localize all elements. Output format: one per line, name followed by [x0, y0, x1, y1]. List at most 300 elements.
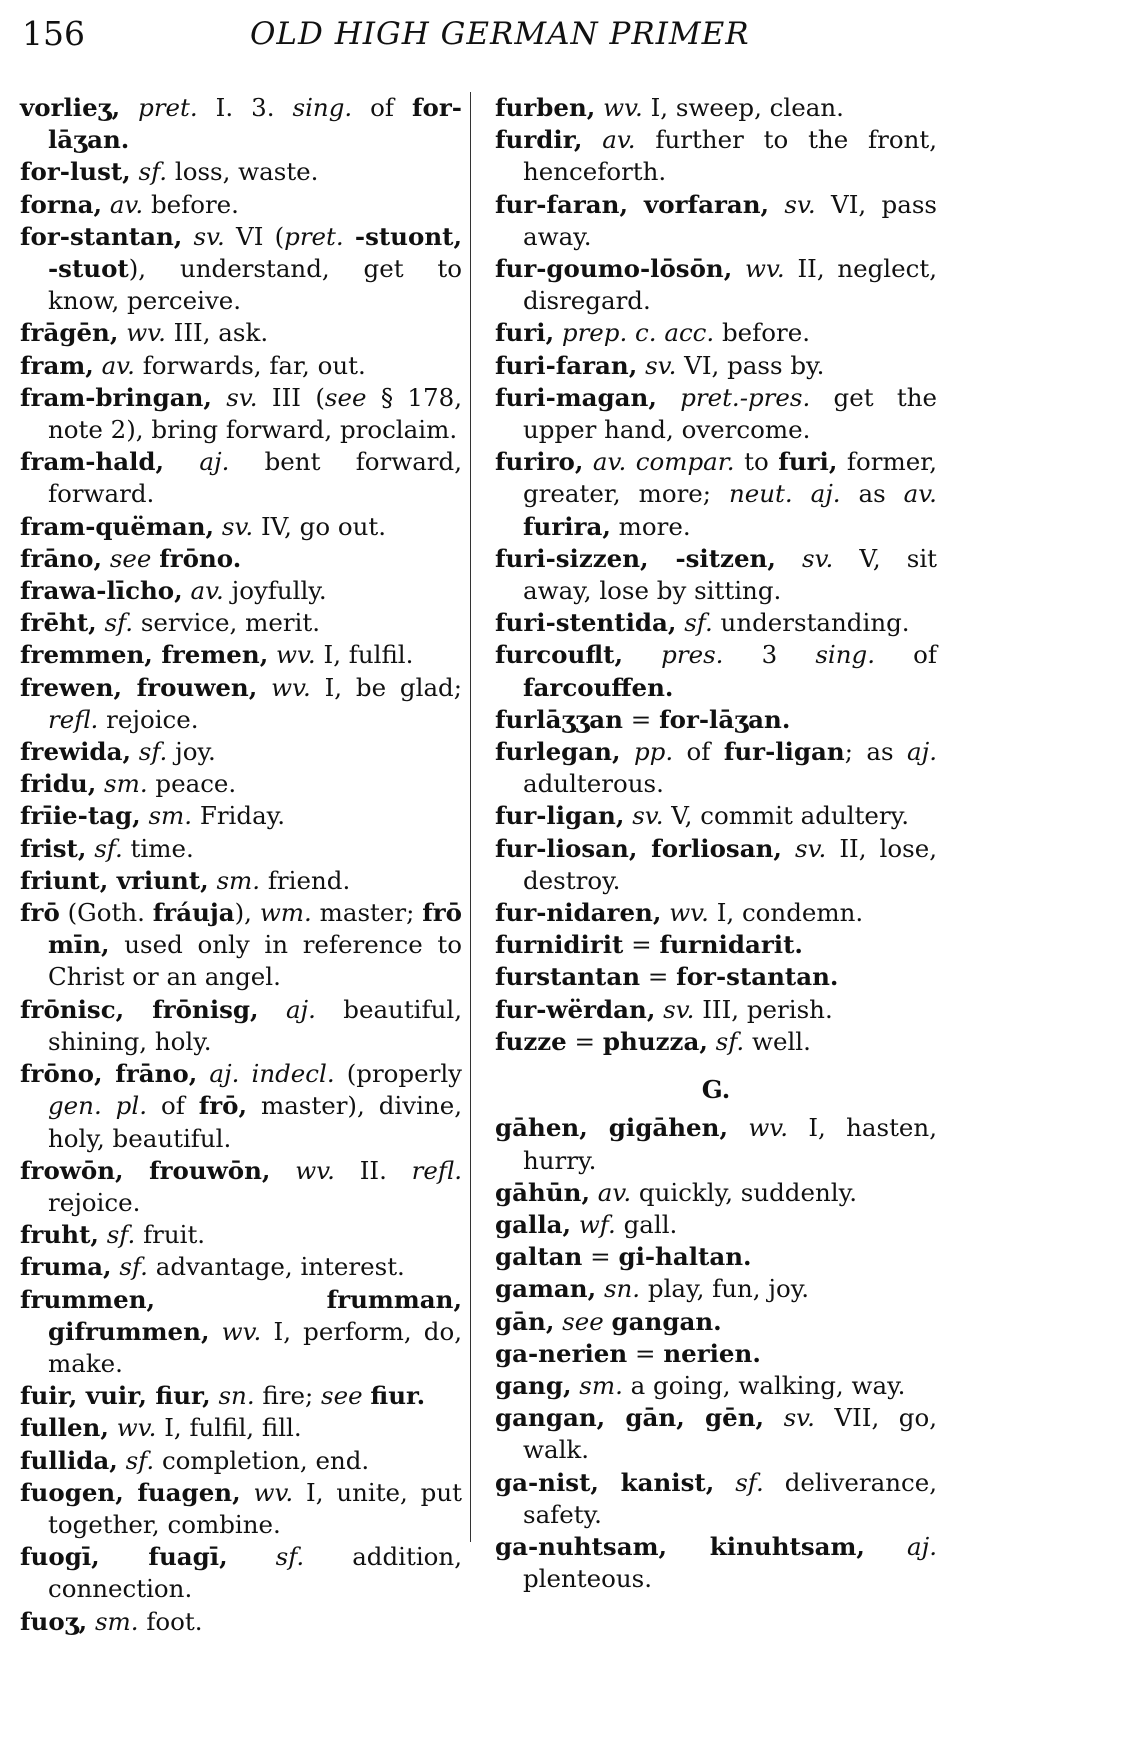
headword: ga-nuhtsam, kinuhtsam,	[495, 1531, 865, 1561]
definition-text: (Goth.	[59, 898, 153, 928]
headword: for-lust,	[20, 157, 131, 187]
grammar-label: wv.	[221, 1316, 262, 1346]
dictionary-entry	[20, 1251, 462, 1283]
headword: fur-faran, vorfaran,	[495, 189, 770, 219]
dictionary-entry	[495, 800, 937, 832]
definition-text: 3	[723, 640, 816, 670]
dictionary-entry	[495, 189, 937, 253]
grammar-label: aj.	[906, 1531, 937, 1561]
grammar-label: pret.	[138, 93, 198, 122]
grammar-label: wv.	[669, 898, 709, 928]
grammar-label: sv.	[221, 511, 254, 541]
headword: gāhūn,	[495, 1177, 590, 1207]
grammar-label: wv.	[603, 93, 643, 122]
definition-text: as	[840, 479, 904, 509]
dictionary-entry	[495, 1241, 937, 1273]
dictionary-entry	[20, 672, 462, 736]
dictionary-entry	[20, 833, 462, 865]
dictionary-entry	[495, 1467, 937, 1531]
definition-text: =	[623, 930, 660, 960]
definition-text: addition, connection.	[48, 1542, 462, 1604]
grammar-label: wv.	[126, 318, 166, 348]
headword: fur-liosan, forliosan,	[495, 833, 782, 863]
grammar-label: sf.	[104, 608, 134, 638]
definition-text: =	[627, 1338, 664, 1368]
definition-text: =	[582, 1242, 619, 1272]
grammar-label: wv.	[253, 1477, 294, 1507]
dictionary-entry	[495, 897, 937, 929]
definition-text: I, condemn.	[708, 898, 864, 928]
cross-reference: frō,	[198, 1091, 248, 1121]
headword: frō	[20, 898, 60, 928]
definition-text	[604, 1307, 612, 1336]
definition-text: V, sit away, lose by sitting.	[523, 543, 937, 606]
definition-text: forwards, far, out.	[134, 350, 366, 380]
headword: gān,	[495, 1306, 555, 1336]
definition-text: VI, pass by.	[676, 350, 825, 380]
headword: gāhen, gigāhen,	[495, 1113, 728, 1143]
headword: furi-sizzen, -sitzen,	[495, 543, 776, 573]
definition-text: beautiful, shining, holy.	[48, 994, 462, 1056]
cross-reference: fur-ligan	[723, 737, 845, 767]
definition-text: =	[640, 962, 677, 992]
dictionary-entry	[495, 833, 937, 897]
grammar-label: sf.	[138, 737, 168, 767]
grammar-label: pret.-pres.	[680, 382, 811, 412]
headword: furdir,	[495, 125, 583, 155]
definition-text: before.	[143, 189, 239, 219]
definition-text: master;	[311, 898, 423, 928]
grammar-label: sm.	[104, 769, 148, 799]
definition-text: ; as	[844, 737, 907, 767]
grammar-label: sf.	[125, 1445, 155, 1475]
grammar-label: wf.	[578, 1209, 616, 1239]
dictionary-entry	[495, 124, 937, 188]
grammar-label: av.	[101, 350, 135, 380]
definition-text: rejoice.	[48, 1187, 141, 1217]
dictionary-entry	[20, 156, 462, 188]
headword: fuzze	[495, 1026, 567, 1056]
headword: fram-hald,	[20, 447, 165, 477]
dictionary-entry	[20, 1477, 462, 1541]
grammar-label: sn.	[218, 1381, 255, 1411]
cross-reference: furira,	[523, 511, 611, 541]
grammar-label: sm.	[94, 1606, 139, 1636]
definition-text: (properly	[334, 1059, 463, 1089]
dictionary-entry	[495, 1370, 937, 1402]
definition-text: VI (	[224, 221, 285, 251]
definition-text: of	[875, 640, 937, 670]
dictionary-entry	[20, 1445, 462, 1477]
definition-text	[344, 222, 355, 251]
left-column	[20, 92, 462, 1638]
dictionary-entry	[495, 736, 937, 800]
definition-text: used only in reference to Christ or an angel.	[48, 930, 462, 992]
grammar-label: sv.	[783, 1403, 815, 1433]
column-divider	[470, 92, 471, 1542]
dictionary-entry	[495, 1026, 937, 1058]
headword: frewida,	[20, 737, 131, 767]
headword: furlāʒʒan	[495, 704, 623, 734]
definition-text: I, perform, do, make.	[48, 1316, 462, 1378]
dictionary-entry	[20, 1219, 462, 1251]
definition-text: quickly, suddenly.	[631, 1177, 857, 1207]
dictionary-entry	[20, 221, 462, 318]
definition-text: service, merit.	[133, 608, 321, 638]
definition-text: of	[147, 1091, 199, 1121]
headword: frīie-tag,	[20, 801, 141, 831]
definition-text: time.	[122, 833, 194, 863]
headword: frummen, frumman, gifrummen,	[20, 1284, 462, 1346]
definition-text: before.	[714, 318, 810, 348]
dictionary-entry	[20, 189, 462, 221]
cross-reference: frōno.	[159, 543, 242, 573]
definition-text: § 178, note 2), bring forward, proclaim.	[48, 382, 462, 445]
definition-text: Friday.	[192, 801, 286, 831]
dictionary-entry	[495, 994, 937, 1026]
definition-text: deliverance, safety.	[523, 1467, 937, 1529]
headword: fruht,	[20, 1220, 99, 1250]
grammar-label: sv.	[802, 543, 834, 573]
grammar-label: sf.	[94, 833, 123, 863]
definition-text: I. 3.	[197, 93, 293, 122]
headword: fuogen, fuagen,	[20, 1477, 241, 1507]
definition-text: adulterous.	[523, 769, 664, 799]
grammar-label: av.	[903, 479, 937, 509]
headword: frāno,	[20, 543, 103, 573]
cross-reference: for-lāʒan.	[48, 93, 462, 155]
definition-text: foot.	[138, 1606, 203, 1636]
definition-text: fruit.	[135, 1220, 206, 1250]
grammar-label: sf.	[119, 1252, 148, 1282]
headword: fuogī, fuagī,	[20, 1542, 228, 1572]
definition-text: understanding.	[712, 608, 910, 638]
definition-text: joy.	[167, 737, 216, 767]
grammar-label: sv.	[795, 833, 827, 863]
definition-text: VII, go, walk.	[523, 1403, 937, 1465]
headword: fram,	[20, 350, 94, 380]
grammar-label: sf.	[735, 1467, 764, 1497]
definition-text: further to the front, henceforth.	[523, 125, 937, 187]
dictionary-entry	[495, 446, 937, 543]
grammar-label: pret.	[284, 221, 344, 251]
cross-reference: frō mīn,	[48, 898, 462, 960]
definition-text: to	[734, 447, 779, 477]
grammar-label: see	[562, 1306, 604, 1336]
headword: furben,	[495, 93, 596, 122]
grammar-label: sv.	[226, 382, 258, 412]
headword: forna,	[20, 189, 103, 219]
grammar-label: see	[324, 382, 367, 412]
headword: friunt, vriunt,	[20, 865, 209, 895]
definition-text: fire;	[254, 1381, 321, 1411]
headword: frawa-līcho,	[20, 576, 183, 606]
headword: galla,	[495, 1209, 572, 1239]
definition-text: I, fulfil, fill.	[156, 1413, 302, 1443]
definition-text: I, fulfil.	[315, 640, 414, 670]
dictionary-entry	[495, 1112, 937, 1176]
dictionary-entry	[20, 736, 462, 768]
grammar-label: sf.	[275, 1542, 305, 1572]
dictionary-entry	[495, 704, 937, 736]
dictionary-entry	[20, 350, 462, 382]
definition-text: plenteous.	[523, 1564, 653, 1594]
definition-text: bent forward, forward.	[48, 447, 462, 509]
headword: vorlieʒ,	[20, 93, 121, 122]
dictionary-entry	[20, 511, 462, 543]
dictionary-entry	[495, 639, 937, 703]
right-column	[495, 92, 937, 1595]
grammar-label: sm.	[216, 865, 261, 895]
dictionary-entry	[20, 897, 462, 994]
cross-reference: for-stantan.	[676, 962, 839, 992]
cross-reference: farcouffen.	[523, 672, 674, 702]
grammar-label: sv.	[663, 994, 695, 1024]
definition-text: I, unite, put together, combine.	[48, 1477, 462, 1539]
headword: furstantan	[495, 962, 641, 992]
definition-text: of	[352, 93, 413, 122]
definition-text: former, greater, more;	[523, 447, 938, 509]
dictionary-entry	[495, 1209, 937, 1241]
grammar-label: wv.	[116, 1413, 157, 1443]
definition-text: play, fun, joy.	[640, 1274, 810, 1304]
headword: fremmen, fremen,	[20, 640, 269, 670]
definition-text: I, be glad;	[310, 672, 462, 702]
grammar-label: wv.	[276, 640, 316, 670]
page-number: 156	[22, 14, 85, 53]
headword: furi-faran,	[495, 350, 638, 380]
headword: frist,	[20, 833, 87, 863]
dictionary-entry	[20, 575, 462, 607]
dictionary-entry	[495, 350, 937, 382]
definition-text: I, sweep, clean.	[642, 93, 844, 122]
grammar-label: av.	[190, 576, 224, 606]
grammar-label: av.	[109, 189, 144, 219]
headword: fuir, vuir, fiur,	[20, 1381, 211, 1411]
headword: fur-nidaren,	[495, 898, 662, 928]
definition-text: IV, go out.	[253, 511, 387, 541]
headword: frēht,	[20, 608, 97, 638]
definition-text: a going, walking, way.	[622, 1370, 906, 1400]
dictionary-entry	[20, 800, 462, 832]
headword: ga-nerien	[495, 1338, 628, 1368]
grammar-label: refl.	[411, 1155, 462, 1185]
dictionary-entry	[20, 1541, 462, 1605]
definition-text: =	[566, 1026, 603, 1056]
definition-text: joyfully.	[223, 576, 327, 606]
definition-text: II.	[334, 1155, 412, 1185]
headword: furi,	[495, 318, 555, 348]
definition-text: completion, end.	[154, 1445, 370, 1475]
definition-text: II, neglect, disregard.	[523, 254, 938, 316]
cross-reference: nerien.	[663, 1338, 761, 1368]
definition-text: III, perish.	[694, 994, 833, 1024]
grammar-label: gen. pl.	[48, 1091, 147, 1121]
headword: furi-magan,	[495, 382, 657, 412]
grammar-label: sing.	[292, 93, 353, 122]
definition-text: III (	[257, 382, 325, 412]
headword: fridu,	[20, 769, 97, 799]
dictionary-entry	[20, 1412, 462, 1444]
dictionary-entry	[495, 1338, 937, 1370]
grammar-label: sn.	[603, 1274, 641, 1304]
grammar-label: wv.	[271, 672, 311, 702]
definition-text: ), understand, get to know, perceive.	[48, 254, 462, 316]
headword: gang,	[495, 1370, 572, 1400]
grammar-label: sing.	[815, 640, 876, 670]
grammar-label: sf.	[707, 1026, 745, 1056]
grammar-label: av. compar.	[592, 447, 735, 477]
dictionary-entry	[495, 1177, 937, 1209]
headword: fur-wërdan,	[495, 994, 656, 1024]
definition-text: more.	[610, 511, 691, 541]
grammar-label: aj. indecl.	[209, 1059, 335, 1089]
definition-text: peace.	[147, 769, 237, 799]
dictionary-entry	[495, 1531, 937, 1595]
cross-reference: furi,	[778, 447, 838, 477]
dictionary-entry	[495, 317, 937, 349]
grammar-label: aj.	[199, 447, 230, 477]
dictionary-entry	[20, 1058, 462, 1155]
cross-reference: gangan.	[611, 1306, 722, 1336]
page-header	[22, 14, 802, 54]
definition-text: well.	[744, 1026, 811, 1056]
headword: fur-ligan,	[495, 801, 625, 831]
grammar-label: sv.	[784, 189, 816, 219]
headword: fur-goumo-lōsōn,	[495, 254, 733, 284]
grammar-label: wv.	[745, 254, 785, 284]
grammar-label: neut. aj.	[728, 479, 841, 509]
definition-text: I, hasten, hurry.	[523, 1113, 937, 1175]
headword: furnidirit	[495, 930, 624, 960]
dictionary-entry	[20, 317, 462, 349]
dictionary-entry	[20, 446, 462, 510]
dictionary-entry	[495, 607, 937, 639]
cross-reference: gi-haltan.	[618, 1242, 752, 1272]
definition-text: VI, pass away.	[523, 189, 937, 251]
headword: frāgēn,	[20, 318, 119, 348]
definition-text: loss, waste.	[167, 157, 319, 187]
grammar-label: sv.	[632, 801, 664, 831]
definition-text: ),	[234, 898, 260, 928]
dictionary-entry	[20, 1606, 462, 1638]
cross-reference: -stuont, -stuot	[48, 221, 462, 284]
grammar-label: sm.	[148, 801, 193, 831]
definition-text: friend.	[260, 865, 351, 895]
headword: frowōn, frouwōn,	[20, 1155, 271, 1185]
cross-reference: fiur.	[370, 1381, 426, 1411]
dictionary-entry	[20, 1380, 462, 1412]
headword: gaman,	[495, 1274, 597, 1304]
dictionary-entry	[495, 543, 937, 607]
definition-text: of	[673, 737, 724, 767]
grammar-label: aj.	[285, 994, 316, 1024]
dictionary-entry	[20, 865, 462, 897]
headword: furi-stentida,	[495, 608, 677, 638]
definition-text: master), divine, holy, beautiful.	[48, 1091, 462, 1153]
definition-text: rejoice.	[98, 704, 199, 734]
grammar-label: av.	[602, 125, 636, 155]
cross-reference: furnidarit.	[659, 930, 803, 960]
headword: fruma,	[20, 1252, 112, 1282]
headword: galtan	[495, 1242, 583, 1272]
headword: gangan, gān, gēn,	[495, 1403, 765, 1433]
cross-reference: fráuja	[152, 898, 235, 928]
grammar-label: sf.	[684, 608, 713, 638]
grammar-label: aj.	[907, 737, 937, 767]
headword: furcouflt,	[495, 640, 623, 670]
cross-reference: for-lāʒan.	[659, 704, 791, 734]
headword: fram-quëman,	[20, 511, 215, 541]
dictionary-entry	[495, 929, 937, 961]
dictionary-entry	[20, 607, 462, 639]
grammar-label: pres.	[661, 640, 724, 670]
grammar-label: see	[109, 543, 152, 573]
dictionary-entry	[495, 1273, 937, 1305]
grammar-label: refl.	[48, 704, 99, 734]
grammar-label: wv.	[748, 1113, 789, 1143]
dictionary-entry	[20, 994, 462, 1058]
headword: fullen,	[20, 1413, 109, 1443]
definition-text: get the upper hand, overcome.	[523, 382, 937, 445]
grammar-label: sf.	[106, 1220, 136, 1250]
definition-text: =	[622, 704, 660, 734]
headword: frōno, frāno,	[20, 1059, 198, 1089]
grammar-label: av.	[597, 1177, 632, 1207]
grammar-label: wm.	[259, 898, 312, 928]
dictionary-entry	[20, 382, 462, 446]
dictionary-entry	[20, 1284, 462, 1381]
headword: furiro,	[495, 447, 584, 477]
dictionary-entry	[495, 1306, 937, 1338]
dictionary-entry	[20, 768, 462, 800]
headword: ga-nist, kanist,	[495, 1467, 715, 1497]
grammar-label: see	[321, 1381, 363, 1411]
grammar-label: sf.	[138, 157, 168, 187]
grammar-label: pp.	[633, 737, 674, 767]
dictionary-entry	[495, 92, 937, 124]
grammar-label: wv.	[295, 1155, 335, 1185]
headword: for-stantan,	[20, 221, 183, 251]
headword: furlegan,	[495, 737, 621, 767]
grammar-label: sv.	[193, 221, 225, 251]
dictionary-entry	[495, 961, 937, 993]
definition-text: V, commit adultery.	[663, 801, 909, 831]
dictionary-entry	[20, 543, 462, 575]
definition-text: II, lose, destroy.	[523, 833, 938, 895]
cross-reference: phuzza,	[602, 1026, 708, 1056]
running-head: OLD HIGH GERMAN PRIMER	[250, 16, 750, 52]
section-letter: G.	[701, 1075, 731, 1105]
dictionary-entry	[20, 1155, 462, 1219]
dictionary-entry	[20, 639, 462, 671]
headword: frōnisc, frōnisg,	[20, 994, 259, 1024]
grammar-label: sv.	[645, 350, 677, 380]
definition-text: gall.	[615, 1209, 678, 1239]
headword: fuoʒ,	[20, 1606, 88, 1636]
grammar-label: sm.	[579, 1370, 623, 1400]
dictionary-entry	[20, 92, 462, 156]
headword: fram-bringan,	[20, 382, 212, 412]
dictionary-entry	[495, 382, 937, 446]
grammar-label: prep. c. acc.	[561, 318, 715, 348]
headword: frewen, frouwen,	[20, 672, 258, 702]
definition-text: III, ask.	[165, 318, 269, 348]
headword: fullida,	[20, 1445, 118, 1475]
definition-text: advantage, interest.	[147, 1252, 405, 1282]
dictionary-entry	[495, 253, 937, 317]
dictionary-entry	[495, 1402, 937, 1466]
